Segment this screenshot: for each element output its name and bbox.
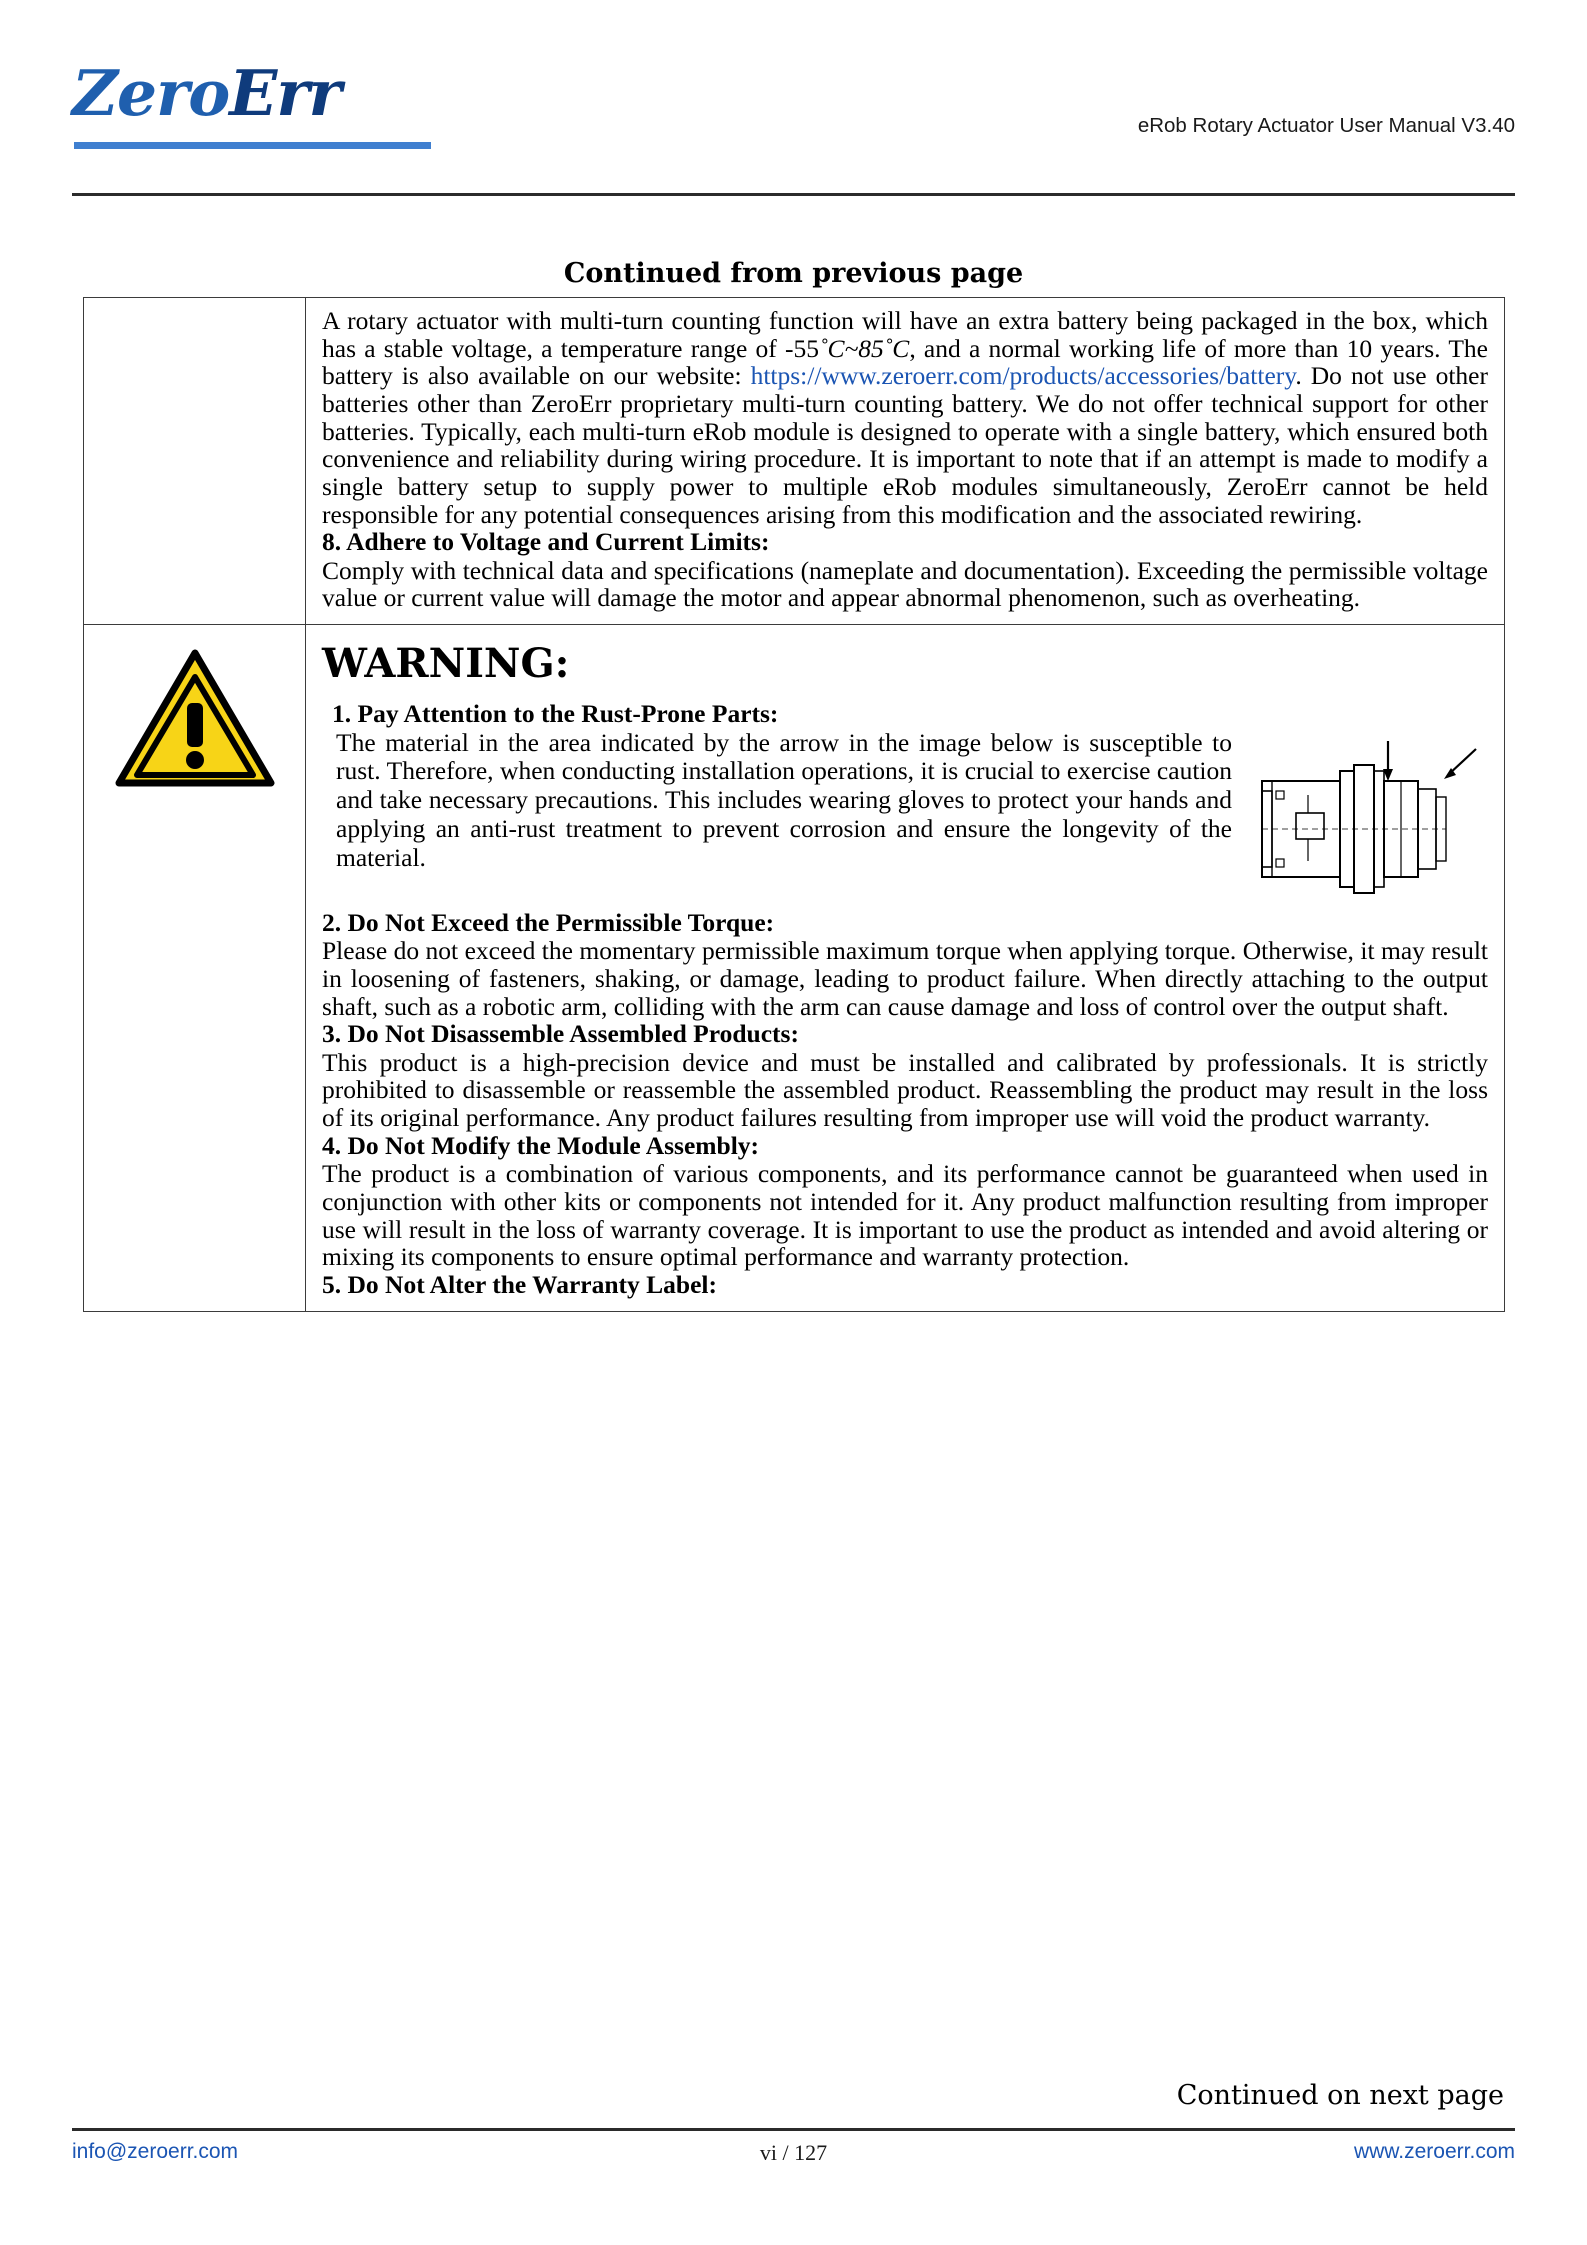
page-footer [72,2140,1515,2180]
row2-icon-cell [84,625,306,1311]
heading-warning-4: 4. Do Not Modify the Module Assembly: [322,1130,760,1160]
battery-text-b: , and a normal working life of more than 10 years. The battery is also available on our website: [322,333,1488,391]
manual-title: eRob Rotary Actuator User Manual V3.40 [1137,114,1515,137]
paragraph-warning-3: This product is a high-precision device and must be installed and calibrated by professionals. It is strictly prohibited to disassemble or reassemble the assembled product. Reassembling the product may result in the loss of its original performance. Any product failures resulting from improper use will void the product warranty. [322,1047,1488,1133]
table-row [84,298,1504,625]
warning-triangle-icon [115,647,275,787]
header-divider [72,193,1515,196]
row1-icon-cell [84,298,306,624]
battery-text-a: A rotary actuator with multi-turn counting function will have an extra battery being packaged in the box, which has a stable voltage, a temperature range of -55 [322,306,1488,363]
continued-on-next-page: Continued on next page [1176,2080,1504,2111]
zeroerr-logo [72,56,341,130]
paragraph-item-8: Comply with technical data and specifications (nameplate and documentation). Exceeding the permissible voltage value or current value will damage the motor and appear abnormal phenomenon, such as overheating. [322,555,1488,613]
footer-divider [72,2128,1515,2131]
page-header [72,56,1515,172]
heading-warning-1: 1. Pay Attention to the Rust-Prone Parts: [332,699,779,729]
heading-item-8: 8. Adhere to Voltage and Current Limits: [322,527,770,557]
battery-link[interactable]: https://www.zeroerr.com/products/accessories/battery [750,361,1296,391]
battery-text-c: . Do not use other batteries other than ZeroErr proprietary multi-turn counting battery. We do not offer technical support for other batteries. Typically, each multi-turn eRob module is designed to operate with a single battery, which ensured both convenience and reliability during wiring procedure. It is important to note that if an attempt is made to modify a single battery setup to supply power to multiple eRob modules simultaneously, ZeroErr cannot be held responsible for any potential consequences arising from this modification and the associated rewiring. [322,361,1488,529]
battery-paragraph [322,307,1488,528]
heading-warning-3: 3. Do Not Disassemble Assembled Products: [322,1019,799,1049]
row1-body-cell [306,298,1504,624]
paragraph-warning-4: The product is a combination of various components, and its performance cannot be guaranteed when used in conjunction with other kits or components not intended for it. Any product malfunction resulting from improper use will result in the loss of warranty coverage. It is important to use the product as intended and avoid altering or mixing its components to ensure optimal performance and warranty protection. [322,1159,1488,1272]
paragraph-warning-1: The material in the area indicated by the arrow in the image below is susceptible to rust. Therefore, when conducting installation operations, it is crucial to exercise caution and take necessary precautions. This includes wearing gloves to protect your hands and applying an anti-rust treatment to prevent corrosion and ensure the longevity of the material. [336,727,1232,872]
actuator-cross-section-figure [1248,735,1488,905]
heading-warning-2: 2. Do Not Exceed the Permissible Torque: [322,907,775,937]
logo-zero-text: Zero [72,56,230,130]
row2-body-cell [306,625,1504,1311]
footer-page-number: vi / 127 [759,2140,828,2165]
continued-from-previous-page: Continued from previous page [563,258,1024,289]
paragraph-warning-2: Please do not exceed the momentary permissible maximum torque when applying torque. Otherwise, it may result in loosening of fasteners, shaking, or damage, leading to product failure. When directly attaching to the output shaft, such as a robotic arm, colliding with the arm can cause damage and loss of control over the output shaft. [322,936,1488,1021]
warning-title: WARNING: [322,640,570,688]
battery-temp-range: ˚C~85˚C [819,333,910,363]
logo-underline [74,142,431,149]
logo-err-text: Err [229,56,341,130]
table-row [84,625,1504,1311]
footer-website[interactable]: www.zeroerr.com [1353,2140,1515,2163]
heading-warning-5: 5. Do Not Alter the Warranty Label: [322,1269,717,1299]
footer-email[interactable]: info@zeroerr.com [72,2140,239,2163]
safety-notes-table [83,297,1505,1312]
